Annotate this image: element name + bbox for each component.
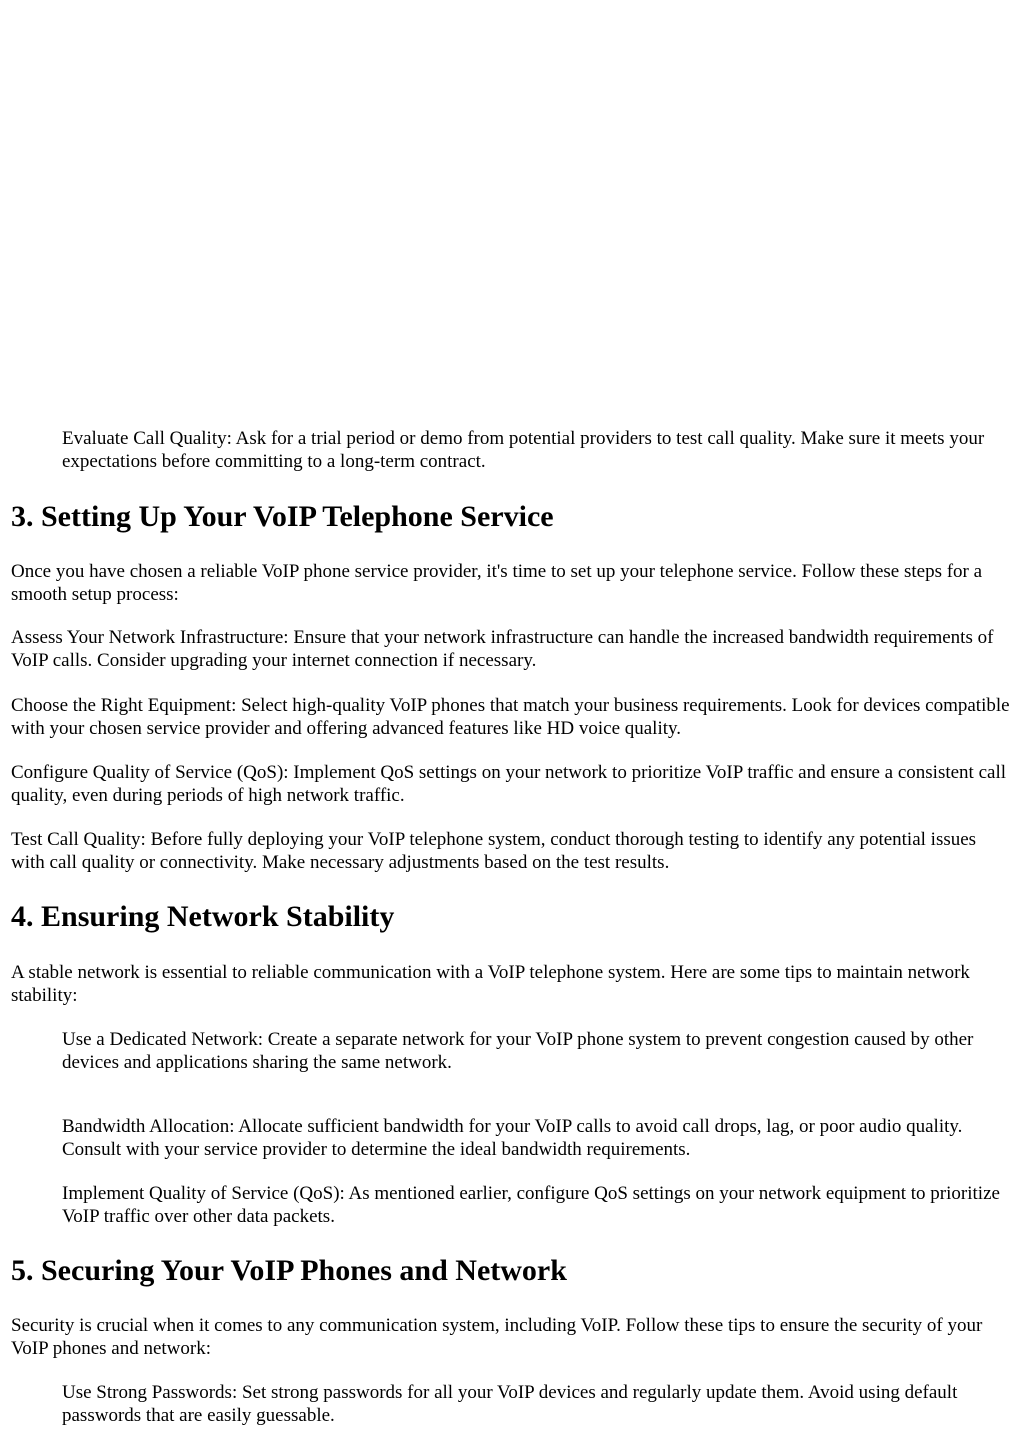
section-5-heading: 5. Securing Your VoIP Phones and Network xyxy=(11,1254,567,1287)
strong-passwords-item: Use Strong Passwords: Set strong passwords for all your VoIP devices and regularly update them. Avoid using default passwords that are easily guessable. xyxy=(62,1382,958,1426)
assess-network-paragraph: Assess Your Network Infrastructure: Ensure that your network infrastructure can handle the increased bandwidth requirements of VoIP calls. Consider upgrading your internet connection if necessary. xyxy=(11,627,994,671)
evaluate-call-quality-item: Evaluate Call Quality: Ask for a trial period or demo from potential providers to test call quality. Make sure it meets your expectations before committing to a long-term contract. xyxy=(62,428,985,472)
configure-qos-paragraph: Configure Quality of Service (QoS): Implement QoS settings on your network to prioritize VoIP traffic and ensure a consistent call quality, even during periods of high network traffic. xyxy=(11,762,1007,806)
dedicated-network-item: Use a Dedicated Network: Create a separate network for your VoIP phone system to prevent congestion caused by other devices and applications sharing the same network. xyxy=(62,1029,974,1073)
implement-qos-item: Implement Quality of Service (QoS): As mentioned earlier, configure QoS settings on your network equipment to prioritize VoIP traffic over other data packets. xyxy=(62,1183,1000,1227)
test-call-quality-paragraph: Test Call Quality: Before fully deploying your VoIP telephone system, conduct thorough testing to identify any potential issues with call quality or connectivity. Make necessary adjustments based on the test results. xyxy=(11,829,977,873)
section-3-intro: Once you have chosen a reliable VoIP phone service provider, it's time to set up your telephone service. Follow these steps for a smooth setup process: xyxy=(11,561,983,605)
choose-equipment-paragraph: Choose the Right Equipment: Select high-quality VoIP phones that match your business requirements. Look for devices compatible with your chosen service provider and offering advanced features like HD voice quality. xyxy=(11,695,1010,739)
bandwidth-allocation-item: Bandwidth Allocation: Allocate sufficient bandwidth for your VoIP calls to avoid call drops, lag, or poor audio quality. Consult with your service provider to determine the ideal bandwidth requirements. xyxy=(62,1116,963,1160)
section-4-heading: 4. Ensuring Network Stability xyxy=(11,900,395,933)
section-3-heading: 3. Setting Up Your VoIP Telephone Service xyxy=(11,500,554,533)
section-5-intro: Security is crucial when it comes to any communication system, including VoIP. Follow these tips to ensure the security of your VoIP phones and network: xyxy=(11,1315,983,1359)
section-4-intro: A stable network is essential to reliable communication with a VoIP telephone system. Here are some tips to maintain network stability: xyxy=(11,962,970,1006)
